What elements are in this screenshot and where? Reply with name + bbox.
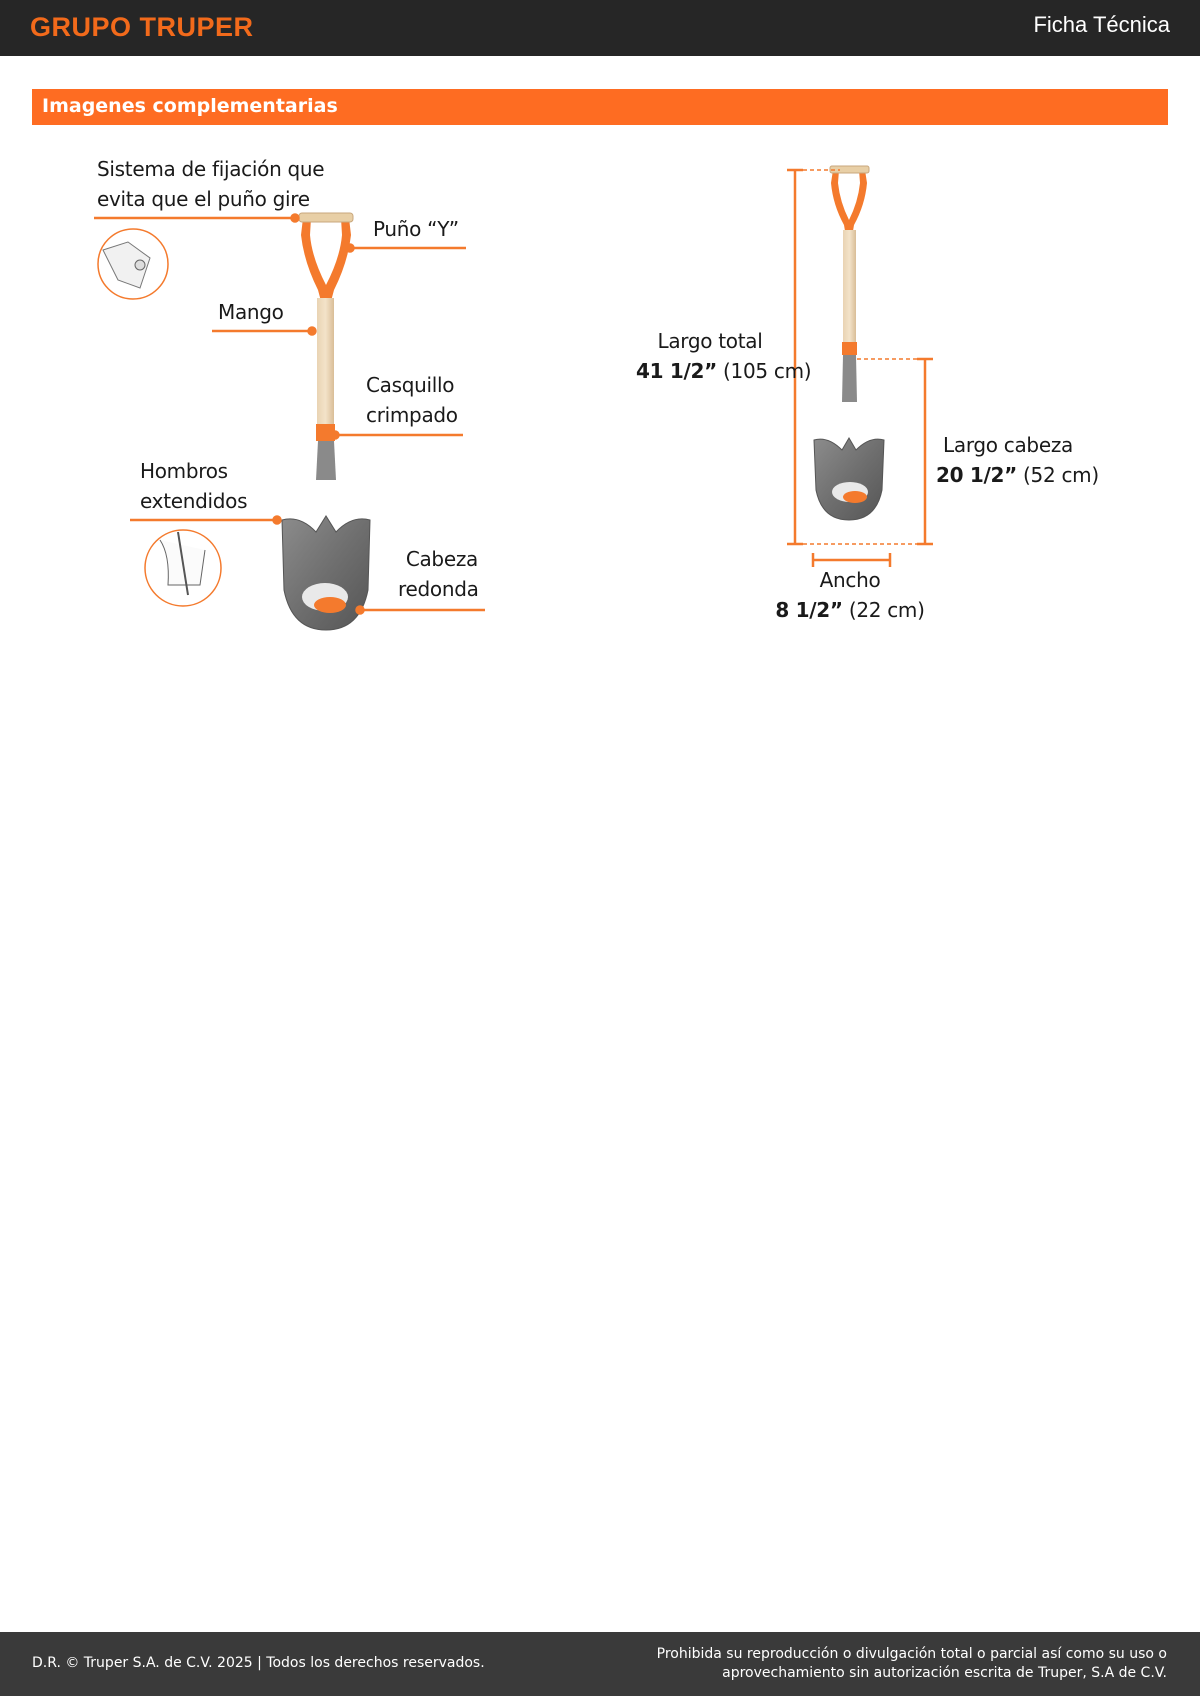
largo-cabeza-metric: (52 cm)	[1023, 463, 1099, 487]
footer-disclaimer	[657, 1645, 1167, 1683]
largo-total-label: Largo total	[657, 329, 763, 353]
product-illustrations	[0, 140, 1200, 660]
dimension-largo-total	[636, 326, 812, 386]
dimension-ancho	[775, 565, 925, 625]
shovel-right-icon	[814, 166, 884, 520]
header-bar	[0, 0, 1200, 56]
label-casquillo-line1: Casquillo	[366, 373, 455, 397]
largo-total-imperial: 41 1/2”	[636, 359, 717, 383]
largo-cabeza-imperial: 20 1/2”	[936, 463, 1017, 487]
label-hombros-line2: extendidos	[140, 489, 248, 513]
label-sistema-fijacion	[97, 154, 324, 214]
label-cabeza-line2: redonda	[398, 577, 479, 601]
dimension-largo-cabeza	[936, 430, 1099, 490]
label-cabeza	[398, 544, 478, 604]
detail-fixing-icon	[98, 229, 168, 299]
label-mango: Mango	[218, 300, 284, 324]
label-hombros-line1: Hombros	[140, 459, 228, 483]
footer-copyright: D.R. © Truper S.A. de C.V. 2025 | Todos los derechos reservados.	[32, 1655, 485, 1671]
illustration-graphics	[0, 140, 1200, 660]
label-cabeza-line1: Cabeza	[405, 547, 478, 571]
shovel-left-icon	[282, 213, 370, 630]
ancho-label: Ancho	[819, 568, 881, 592]
footer-disclaimer-line2: aprovechamiento sin autorización escrita de Truper, S.A de C.V.	[722, 1665, 1167, 1681]
label-sistema-line2: evita que el puño gire	[97, 187, 310, 211]
brand-logo: GRUPO TRUPER	[30, 12, 254, 42]
footer-disclaimer-line1: Prohibida su reproducción o divulgación total o parcial así como su uso o	[656, 1646, 1167, 1662]
label-casquillo-line2: crimpado	[366, 403, 458, 427]
largo-total-metric: (105 cm)	[723, 359, 812, 383]
ancho-imperial: 8 1/2”	[775, 598, 843, 622]
ancho-metric: (22 cm)	[848, 598, 925, 622]
section-title: Imagenes complementarias	[42, 95, 338, 117]
label-sistema-line1: Sistema de fijación que	[97, 157, 325, 181]
detail-shoulders-icon	[145, 530, 221, 606]
label-hombros	[140, 456, 247, 516]
label-puno: Puño “Y”	[373, 217, 459, 241]
document-title: Ficha Técnica	[1033, 12, 1170, 37]
label-casquillo	[366, 370, 458, 430]
section-header	[32, 89, 1168, 125]
footer-bar	[0, 1632, 1200, 1696]
largo-cabeza-label: Largo cabeza	[943, 433, 1073, 457]
